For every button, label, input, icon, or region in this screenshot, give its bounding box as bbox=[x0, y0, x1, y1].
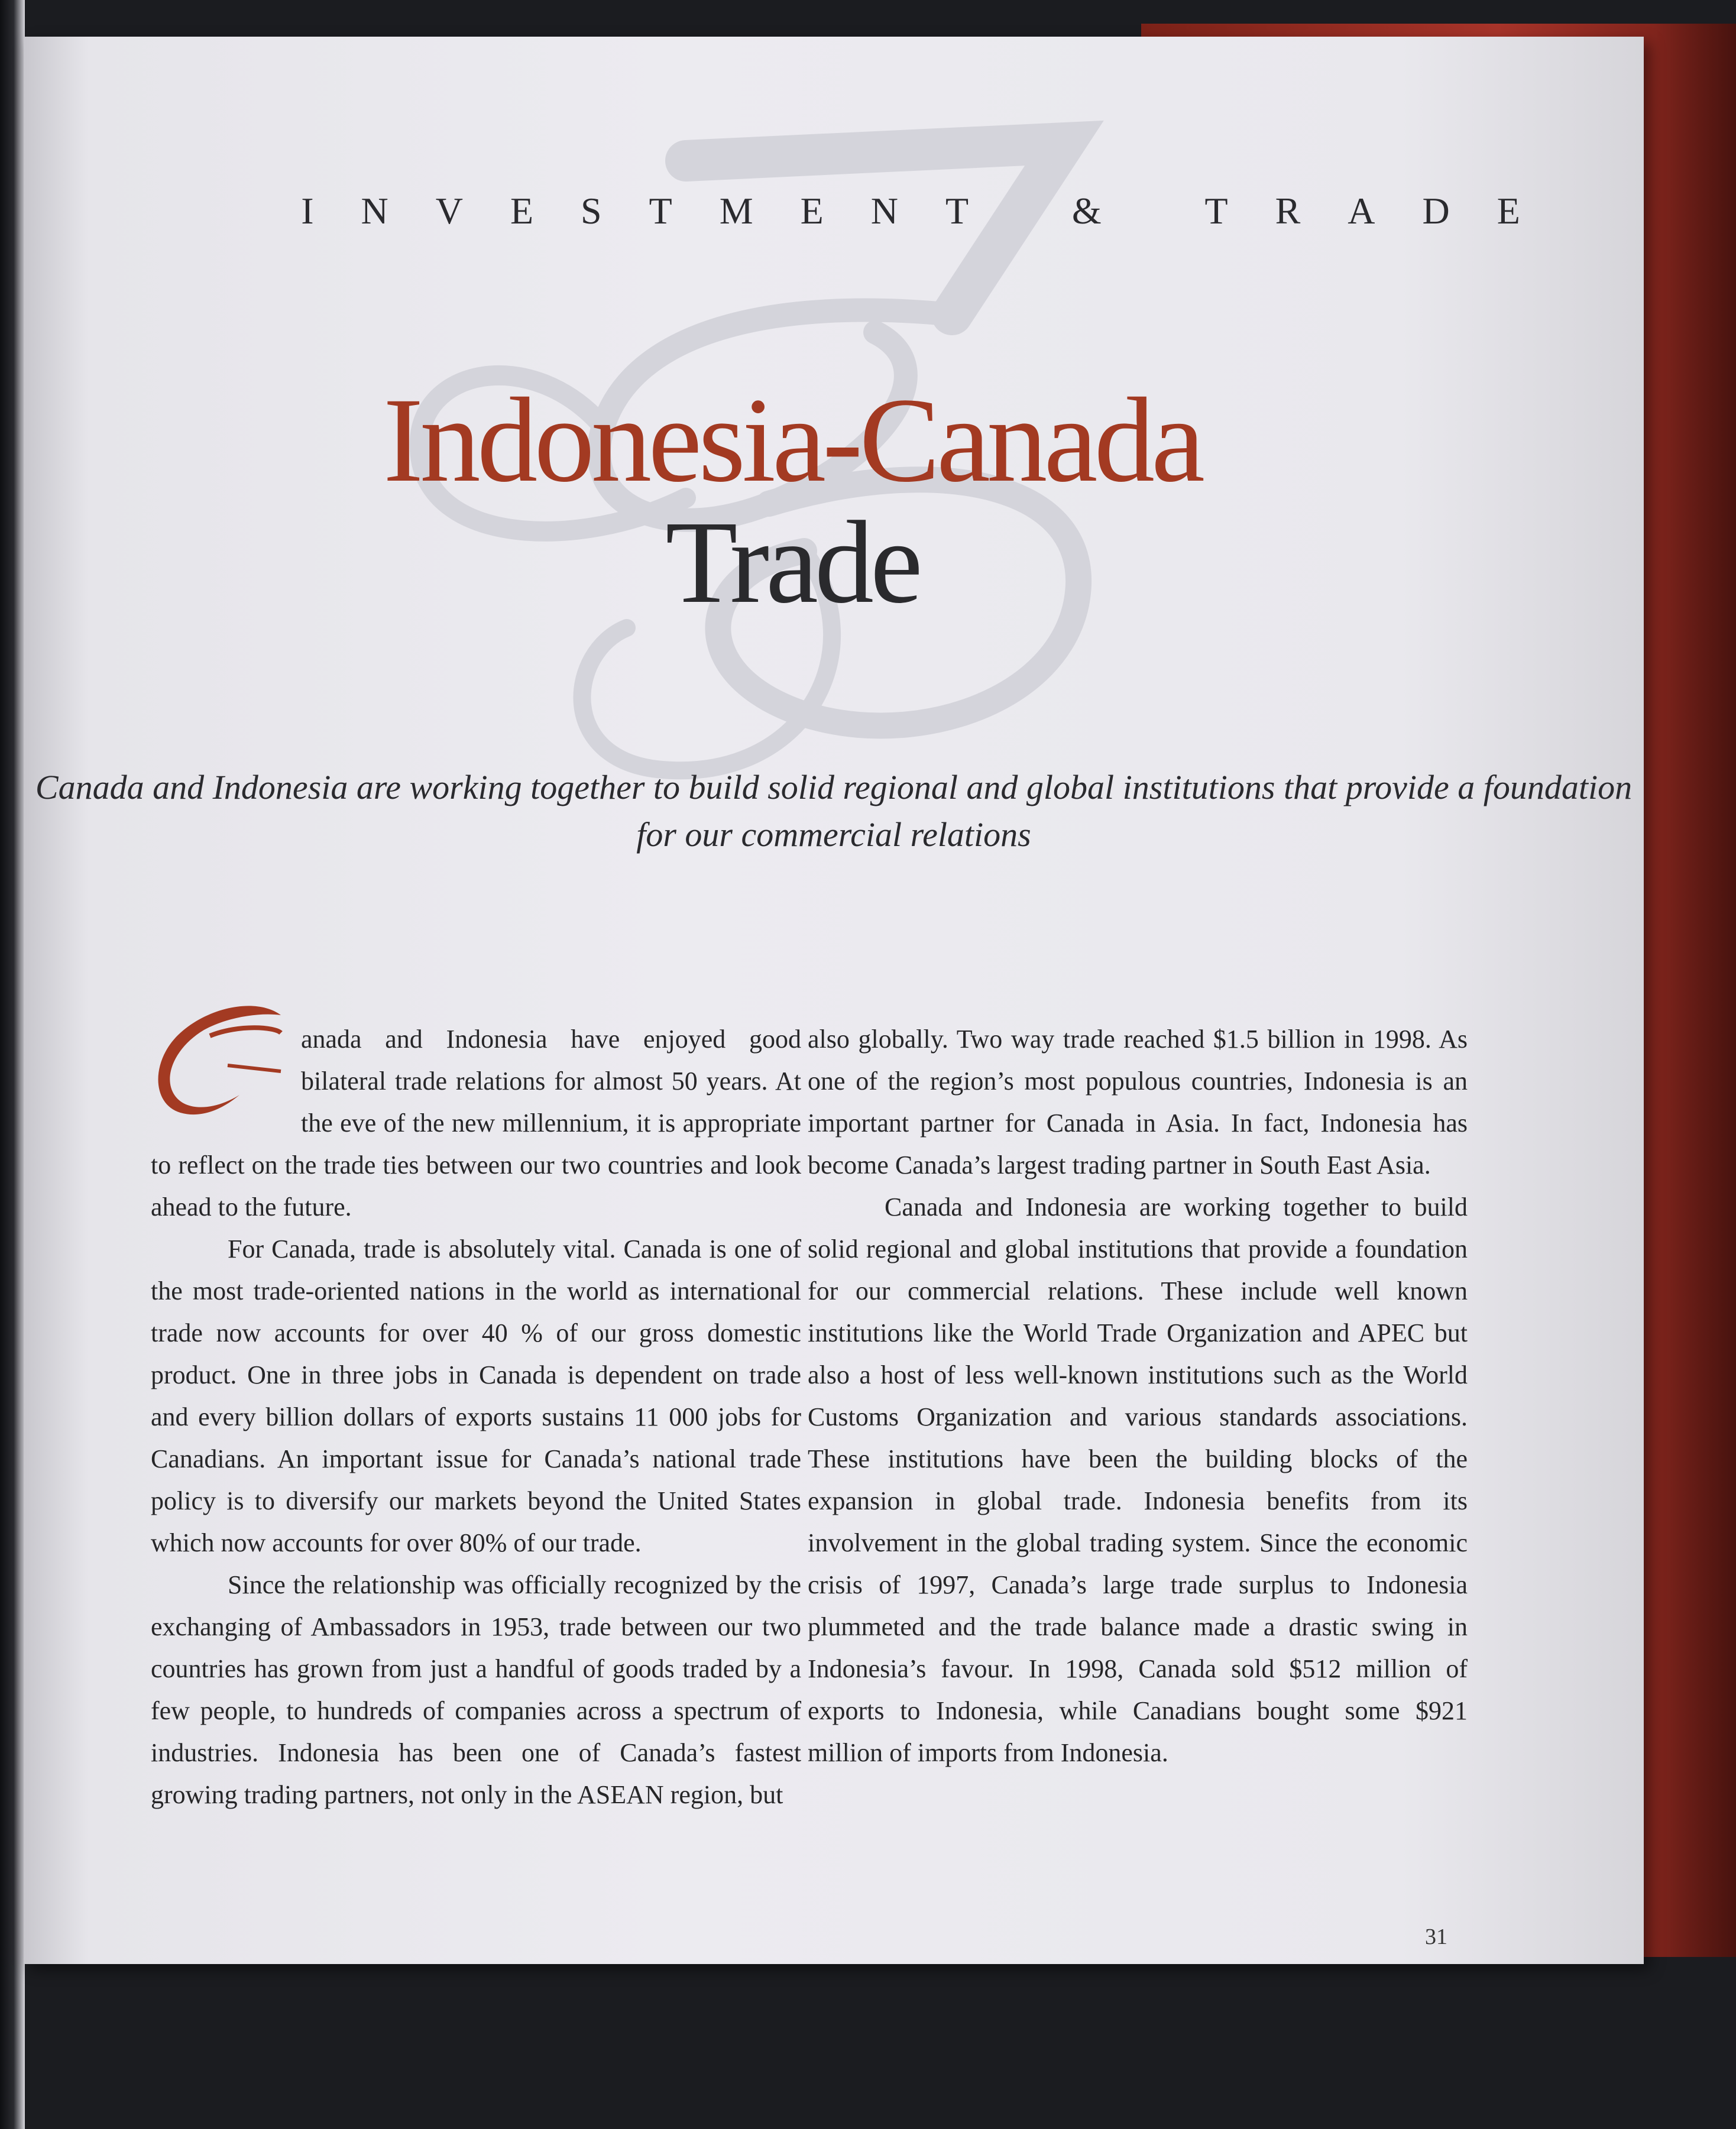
book-page bbox=[24, 37, 1644, 1964]
paragraph: also globally. Two way trade reached $1.5 billion in 1998. As one of the region’s most populous countries, Indonesia is an important partner for Canada in Asia. In fact, Indonesia has become Canada’s largest trading partner in South East Asia. bbox=[808, 1025, 1468, 1179]
page-title: Indonesia-Canada bbox=[383, 373, 1201, 507]
book-binding bbox=[0, 0, 25, 2129]
ornamental-c-dropcap bbox=[139, 1000, 287, 1119]
body-column-left bbox=[151, 1018, 801, 1816]
body-column-right bbox=[808, 1018, 1468, 1774]
paragraph: Canada and Indonesia are working together to build solid regional and global institutions that provide a foundation for our commercial relations. These include well known institutions like the World Trade Organization and APEC but also a host of less well-known institutions such as the World Customs Organization and various standards associations. These institutions have been the building blocks of the expansion in global trade. Indonesia benefits from its involvement in the global trading system. Since the economic crisis of 1997, Canada’s large trade surplus to Indonesia plummeted and the trade balance made a drastic swing in Indonesia’s favour. In 1998, Canada sold $512 million of exports to Indonesia, while Canadians bought some $921 million of imports from Indonesia. bbox=[808, 1193, 1468, 1767]
section-label: INVESTMENT & TRADE bbox=[301, 190, 1567, 232]
page-title-second-line: Trade bbox=[665, 497, 919, 628]
paragraph: For Canada, trade is absolutely vital. Canada is one of the most trade-oriented nations in the world as international trade now accounts for over 40 % of our gross domestic product. One in three jobs in Canada is dependent on trade and every billion dollars of exports sustains 11 000 jobs for Canadians. An important issue for Canada’s national trade policy is to diversify our markets beyond the United States which now accounts for over 80% of our trade. bbox=[151, 1234, 801, 1557]
page-number: 31 bbox=[1425, 1924, 1447, 1949]
subtitle: Canada and Indonesia are working together to build solid regional and global institutions that provide a foundation for our commercial relations bbox=[35, 768, 1633, 854]
paragraph: Since the relationship was officially recognized by the exchanging of Ambassadors in 1953, trade between our two countries has grown from just a handful of goods traded by a few people, to hundreds of companies across a spectrum of industries. Indonesia has been one of Canada’s fastest growing trading partners, not only in the ASEAN region, but bbox=[151, 1570, 801, 1809]
paragraph: anada and Indonesia have enjoyed good bilateral trade relations for almost 50 years. At the eve of the new millennium, it is appropriate to reflect on the trade ties between our two countries and look ahead to the future. bbox=[151, 1025, 801, 1221]
